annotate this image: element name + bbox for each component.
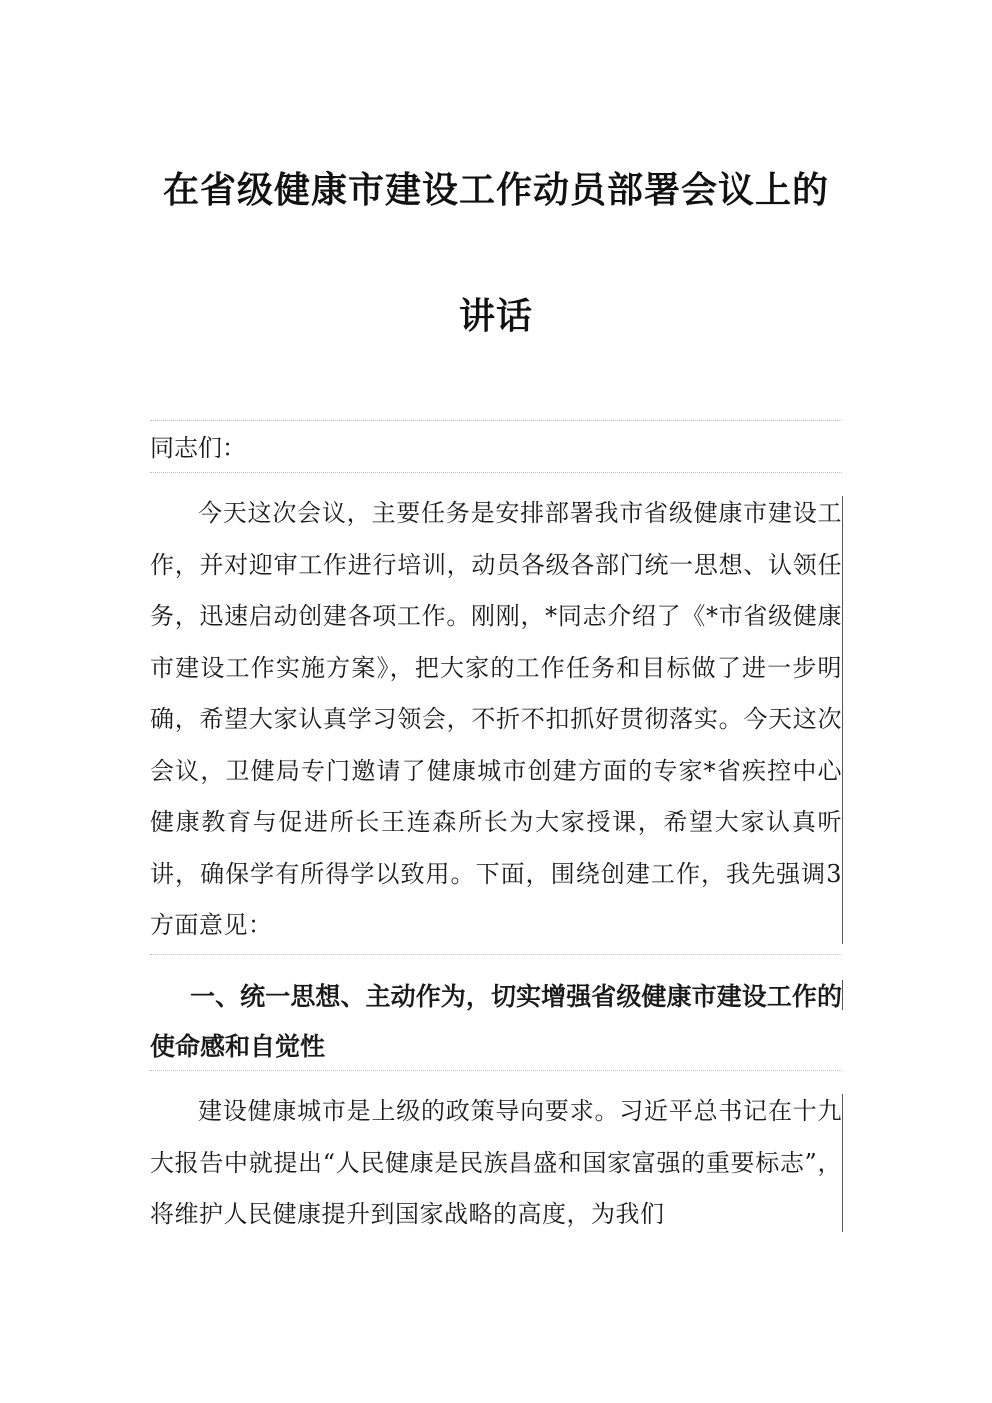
divider bbox=[150, 472, 842, 473]
margin-bar bbox=[842, 980, 843, 1010]
margin-bar bbox=[842, 496, 843, 944]
salutation: 同志们： bbox=[150, 434, 246, 462]
section-heading: 一、统一思想、主动作为，切实增强省级健康市建设工作的使命感和自觉性 bbox=[150, 982, 842, 1061]
divider bbox=[150, 1070, 842, 1071]
document-title-line-2: 讲话 bbox=[458, 296, 533, 337]
divider bbox=[150, 954, 842, 955]
body-paragraph: 今天这次会议，主要任务是安排部署我市省级健康市建设工作，并对迎审工作进行培训，动员各级各部门统一思想、认领任务，迅速启动创建各项工作。刚刚，*同志介绍了《*市省级健康市建设工作实施方案》，把大家的工作任务和目标做了进一步明确，希望大家认真学习领会，不折不扣抓好贯彻落实。今天这次会议，卫健局专门邀请了健康城市创建方面的专家*省疾控中心健康教育与促进所长王连森所长为大家授课，希望大家认真听讲，确保学有所得学以致用。下面，围绕创建工作，我先强调3方面意见： bbox=[150, 499, 842, 939]
body-paragraph: 建设健康城市是上级的政策导向要求。习近平总书记在十九大报告中就提出“人民健康是民族昌盛和国家富强的重要标志”，将维护人民健康提升到国家战略的高度，为我们 bbox=[150, 1097, 842, 1228]
margin-bar bbox=[842, 1094, 843, 1232]
divider bbox=[150, 420, 842, 421]
document-title-line-1: 在省级健康市建设工作动员部署会议上的 bbox=[162, 170, 829, 211]
